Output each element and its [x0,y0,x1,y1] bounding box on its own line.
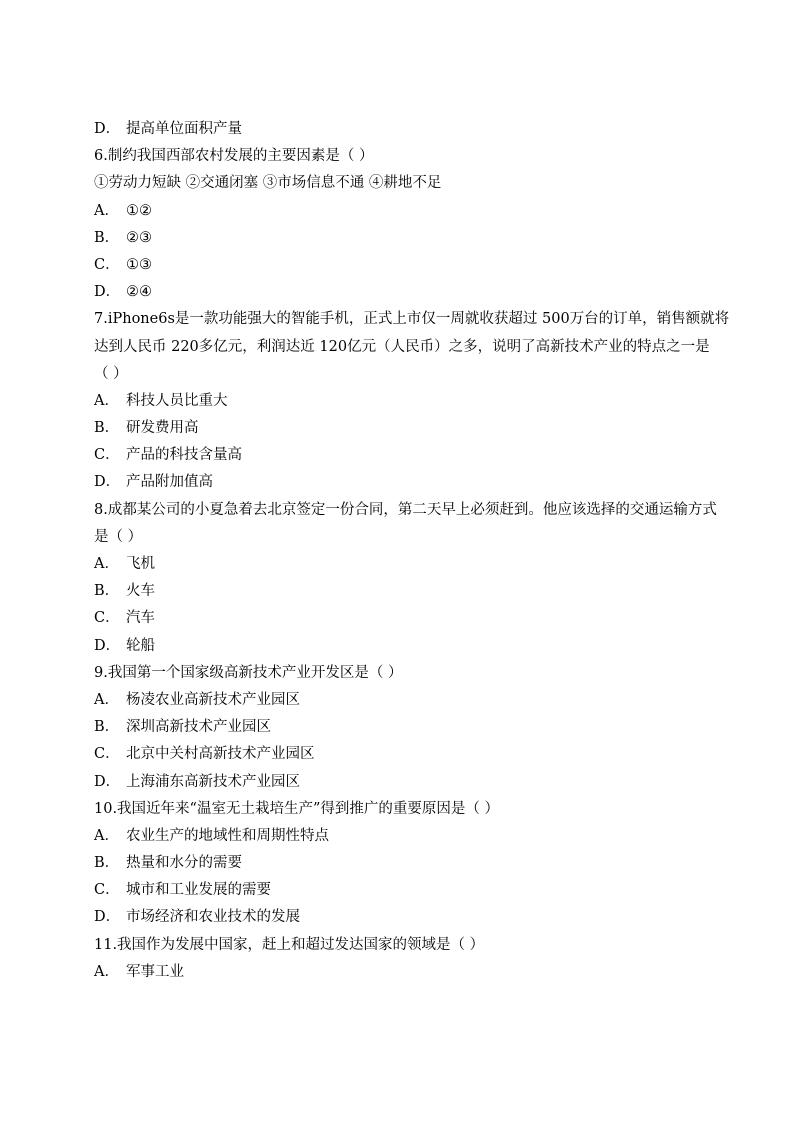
option-letter: A． [94,392,119,409]
answer-option [94,415,714,442]
option-letter: A． [94,556,119,572]
question-text: 11.我国作为发展中国家，赶上和超过发达国家的领域是（ ） [94,936,485,953]
option-letter: C． [94,256,120,273]
option-text: 飞机 [126,556,155,572]
answer-option [94,116,714,143]
question-text: 6.制约我国西部农村发展的主要因素是（ ） [94,148,374,165]
option-letter: D． [94,474,121,491]
answer-option [94,442,714,469]
option-letter: B． [94,583,120,600]
option-letter: B． [94,855,120,872]
option-letter: B． [94,229,120,246]
question-text: 达到人民币 220多亿元，利润达近 120亿元（人民币）之多，说明了高新技术产业的特点之一是 [94,338,710,355]
option-letter: B． [94,719,120,736]
answer-option [94,225,714,252]
question-text: （ ） [94,365,128,382]
option-letter: C． [94,746,120,763]
option-letter: C． [94,610,120,627]
option-letter: D． [94,637,121,654]
option-letter: D． [94,121,121,137]
option-letter: A． [94,202,119,219]
answer-option [94,714,714,741]
option-text: 产品附加值高 [126,474,213,491]
option-text: 研发费用高 [126,420,199,437]
option-text: 热量和水分的需要 [126,855,242,872]
option-text: 上海浦东高新技术产业园区 [126,773,300,790]
option-letter: C． [94,447,120,464]
option-text: 市场经济和农业技术的发展 [126,909,300,926]
answer-option [94,388,714,415]
option-text: 深圳高新技术产业园区 [126,719,271,736]
option-letter: D． [94,773,121,790]
option-text: 产品的科技含量高 [126,447,242,464]
answer-option [94,769,714,796]
option-text: 城市和工业发展的需要 [126,882,271,899]
option-letter: A． [94,691,119,708]
option-text: 北京中关村高新技术产业园区 [126,746,315,763]
question-text: 8.成都某公司的小夏急着去北京签定一份合同，第二天早上必须赶到。他应该选择的交通运输方式 [94,501,717,518]
option-letter: C． [94,882,120,899]
option-text: ②③ [126,229,152,246]
question-text: 9.我国第一个国家级高新技术产业开发区是（ ） [94,664,403,681]
answer-option [94,578,714,605]
answer-option [94,252,714,279]
answer-option [94,605,714,632]
answer-option [94,850,714,877]
option-letter: D． [94,284,121,301]
option-text: 农业生产的地域性和周期性特点 [126,827,329,844]
answer-option [94,877,714,904]
answer-option [94,469,714,496]
option-text: 军事工业 [126,963,184,980]
document-body [94,116,730,986]
answer-option [94,198,714,225]
option-text: 杨凌农业高新技术产业园区 [126,691,300,708]
option-text: ①② [126,202,152,219]
option-text: ①③ [126,256,152,273]
option-letter: B． [94,420,120,437]
answer-option [94,633,714,660]
option-letter: A． [94,963,119,980]
answer-option [94,687,714,714]
option-text: 提高单位面积产量 [126,121,242,137]
answer-option [94,741,714,768]
option-text: 科技人员比重大 [126,392,228,409]
answer-option [94,279,714,306]
option-text: 轮船 [126,637,155,654]
option-letter: A． [94,827,119,844]
answer-option [94,904,714,931]
option-text: ②④ [126,284,152,301]
question-text: 10.我国近年来“温室无土栽培生产”得到推广的重要原因是（ ） [94,800,499,817]
question-text: 7.iPhone6s是一款功能强大的智能手机，正式上市仅一周就收获超过 500万台的订单，销售额就将 [94,311,730,328]
option-letter: D． [94,909,121,926]
answer-option [94,823,714,850]
question-text: 是（ ） [94,528,143,545]
answer-option [94,551,714,578]
answer-option [94,959,714,986]
option-text: 汽车 [126,610,155,627]
question-stem-choices: ①劳动力短缺 ②交通闭塞 ③市场信息不通 ④耕地不足 [94,175,442,192]
option-text: 火车 [126,583,155,600]
